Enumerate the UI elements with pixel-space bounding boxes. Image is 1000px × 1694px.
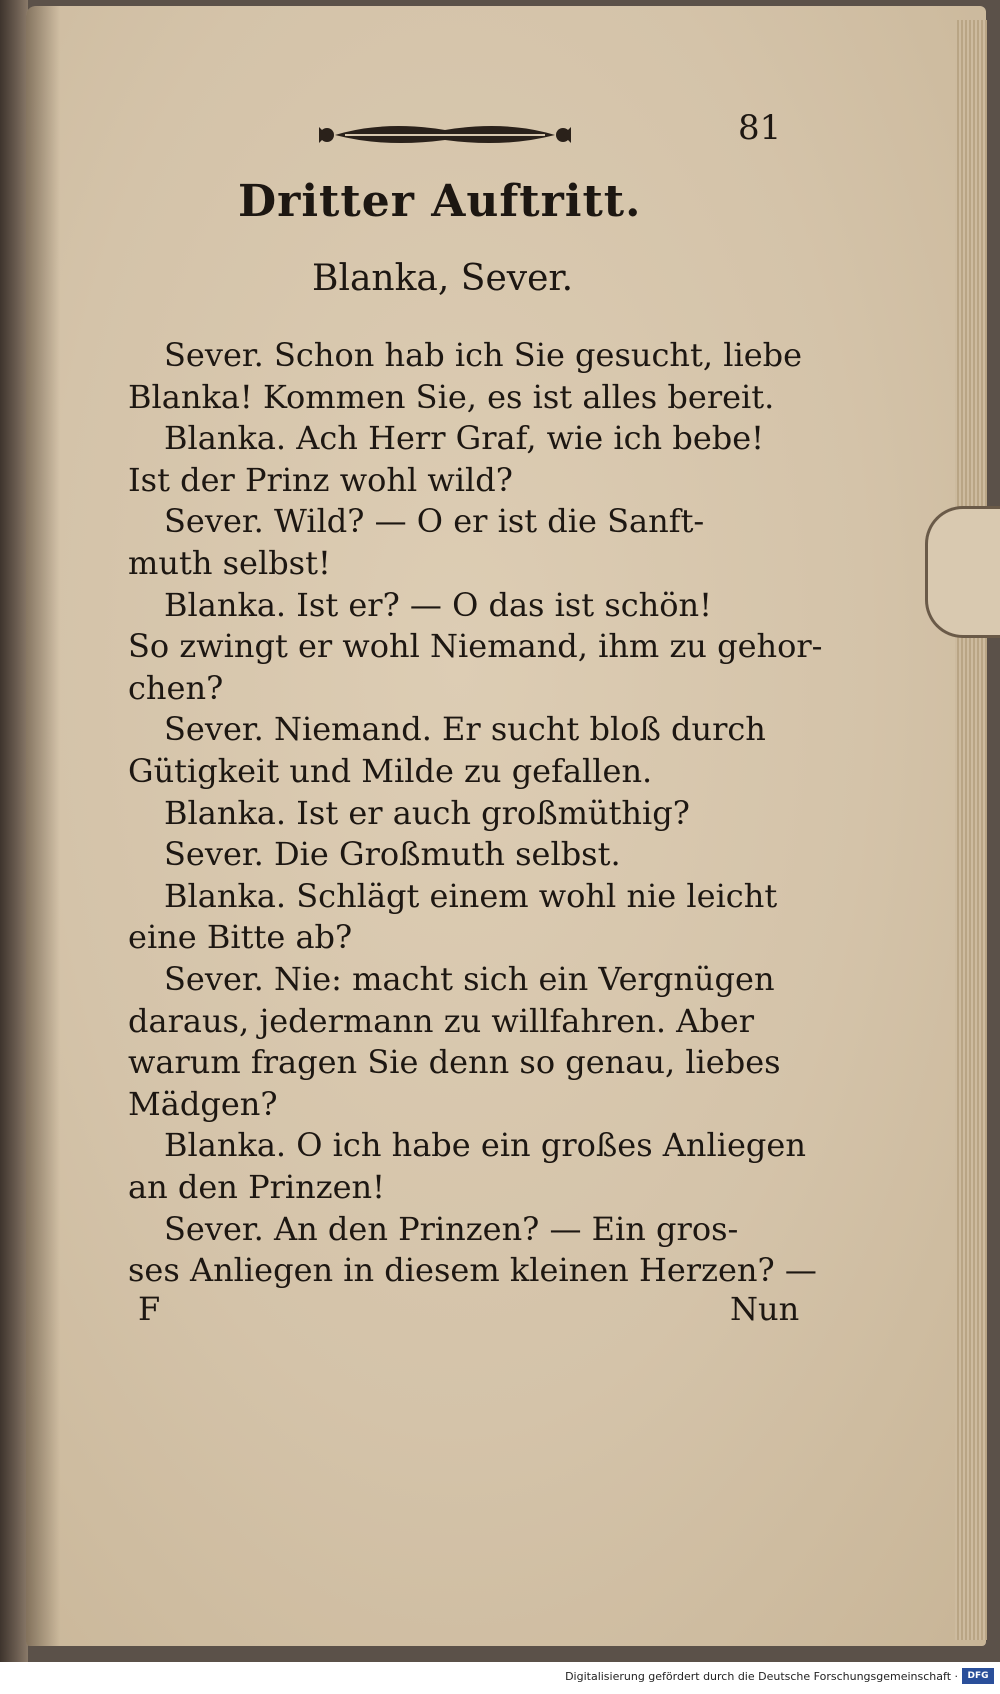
- text-line: Sever. An den Prinzen? — Ein gros-: [164, 1209, 739, 1248]
- text-line: Blanka! Kommen Sie, es ist alles bereit.: [128, 377, 775, 416]
- scene-title: Dritter Auftritt.: [238, 176, 642, 227]
- text-line: Blanka. O ich habe ein großes Anliegen: [164, 1126, 806, 1165]
- text-line: chen?: [128, 668, 224, 707]
- text-line: Blanka. Ist er? — O das ist schön!: [164, 585, 713, 624]
- binding-edge: [0, 0, 28, 1662]
- text-line: an den Prinzen!: [128, 1168, 385, 1206]
- dfg-logo: DFG: [962, 1668, 994, 1684]
- digitization-credit: Digitalisierung gefördert durch die Deutsche Forschungsgemeinschaft ·: [565, 1670, 958, 1683]
- scene-characters: Blanka, Sever.: [312, 258, 574, 299]
- text-line: eine Bitte ab?: [128, 918, 353, 957]
- text-line: Sever. Schon hab ich Sie gesucht, liebe: [164, 336, 803, 374]
- page-stack-edge: [955, 20, 987, 1640]
- text-line: Blanka. Ist er auch großmüthig?: [164, 793, 690, 832]
- text-line: ses Anliegen in diesem kleinen Herzen? —: [128, 1251, 817, 1290]
- gutter-shadow: [26, 6, 60, 1646]
- signature-mark: F: [138, 1290, 161, 1328]
- text-line: muth selbst!: [128, 544, 331, 582]
- text-line: warum fragen Sie denn so genau, liebes: [128, 1043, 781, 1082]
- catchword: Nun: [730, 1290, 800, 1328]
- text-line: Blanka. Schlägt einem wohl nie leicht: [164, 876, 778, 915]
- text-line: Gütigkeit und Milde zu gefallen.: [128, 752, 653, 790]
- text-line: So zwingt er wohl Niemand, ihm zu gehor-: [128, 627, 823, 666]
- text-line: Sever. Die Großmuth selbst.: [164, 835, 621, 874]
- text-line: Sever. Niemand. Er sucht bloß durch: [164, 710, 766, 749]
- text-line: Sever. Wild? — O er ist die Sanft-: [164, 502, 705, 541]
- page-number: 81: [738, 108, 782, 148]
- page-clip-tab: [925, 506, 1000, 638]
- text-line: Mädgen?: [128, 1084, 278, 1123]
- ornament-icon: [315, 118, 575, 152]
- text-line: Sever. Nie: macht sich ein Vergnügen: [164, 960, 775, 998]
- text-line: daraus, jedermann zu willfahren. Aber: [128, 1001, 754, 1040]
- text-line: Blanka. Ach Herr Graf, wie ich bebe!: [164, 419, 765, 458]
- text-line: Ist der Prinz wohl wild?: [128, 460, 513, 499]
